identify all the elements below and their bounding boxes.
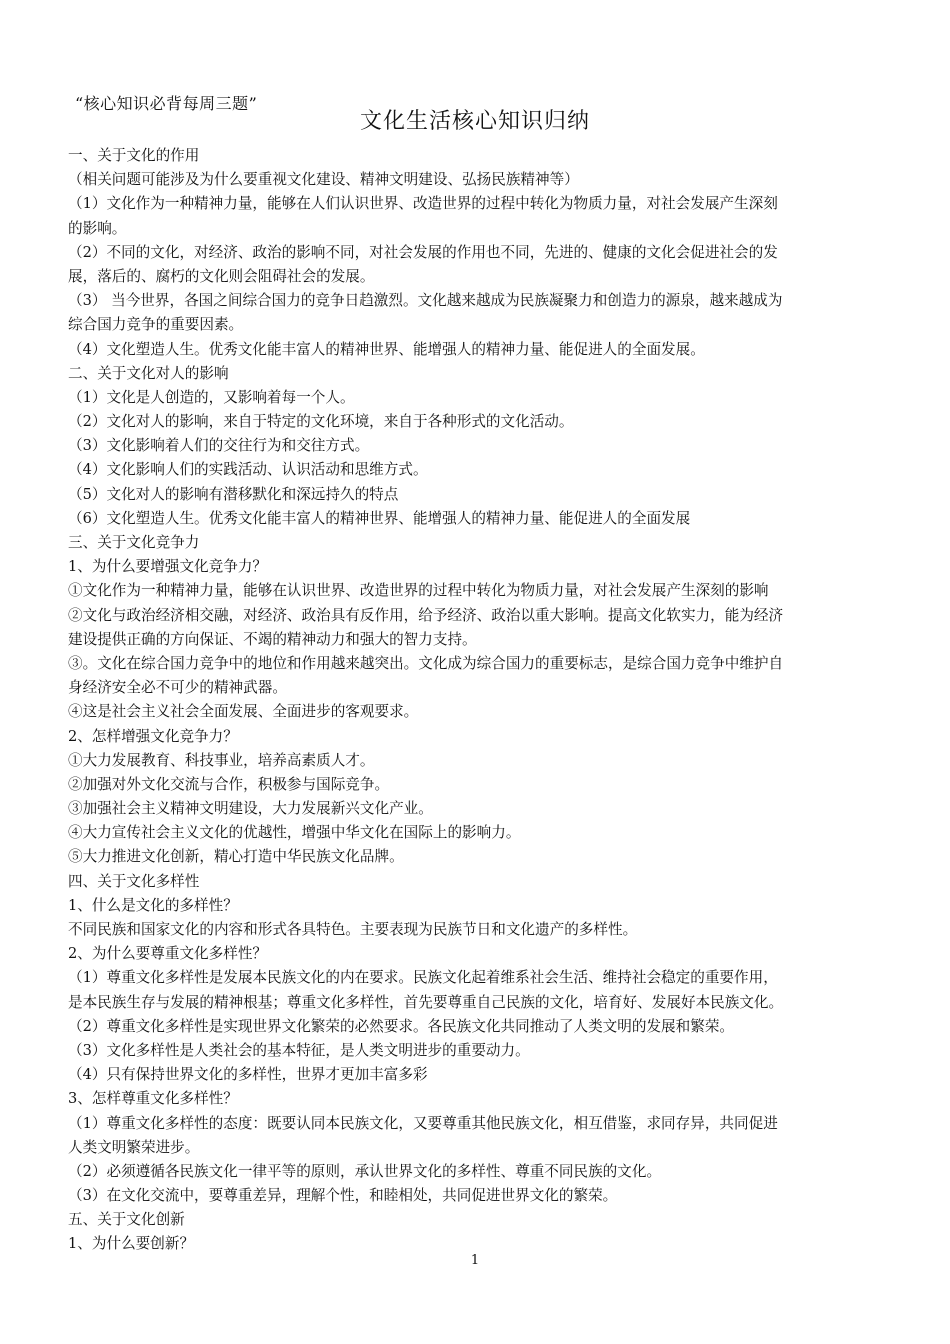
text-line: （1）尊重文化多样性的态度：既要认同本民族文化，又要尊重其他民族文化，相互借鉴，求同存异，共同促进: [68, 1114, 778, 1132]
text-line: （2）不同的文化，对经济、政治的影响不同，对社会发展的作用也不同，先进的、健康的文化会促进社会的发: [68, 243, 778, 261]
text-line: 二、关于文化对人的影响: [68, 364, 229, 382]
text-line: （相关问题可能涉及为什么要重视文化建设、精神文明建设、弘扬民族精神等）: [68, 171, 579, 189]
text-line: （4）文化影响人们的实践活动、认识活动和思维方式。: [68, 461, 428, 479]
text-line: 建设提供正确的方向保证、不竭的精神动力和强大的智力支持。: [68, 630, 477, 648]
text-line: （1）文化是人创造的，又影响着每一个人。: [68, 388, 355, 406]
page-number: 1: [470, 1253, 480, 1268]
text-line: （3）在文化交流中，要尊重差异，理解个性，和睦相处，共同促进世界文化的繁荣。: [68, 1187, 618, 1205]
text-line: （1）文化作为一种精神力量，能够在人们认识世界、改造世界的过程中转化为物质力量，对社会发展产生深刻: [68, 195, 778, 213]
document-body: [68, 144, 888, 1257]
text-line: ④大力宣传社会主义文化的优越性，增强中华文化在国际上的影响力。: [68, 824, 521, 842]
text-line: 综合国力竞争的重要因素。: [68, 316, 244, 334]
text-line: ②文化与政治经济相交融，对经济、政治具有反作用，给予经济、政治以重大影响。提高文化软实力，能为经济: [68, 606, 784, 624]
tagline: “核心知识必背每周三题”: [75, 94, 258, 113]
text-line: ③。文化在综合国力竞争中的地位和作用越来越突出。文化成为综合国力的重要标志，是综合国力竞争中维护自: [68, 654, 784, 672]
text-line: （2）尊重文化多样性是实现世界文化繁荣的必然要求。各民族文化共同推动了人类文明的发展和繁荣。: [68, 1017, 735, 1035]
text-line: 1、为什么要增强文化竞争力？: [68, 558, 268, 576]
text-line: ③加强社会主义精神文明建设，大力发展新兴文化产业。: [68, 800, 433, 818]
text-line: （4）文化塑造人生。优秀文化能丰富人的精神世界、能增强人的精神力量、能促进人的全面发展。: [68, 340, 705, 358]
text-line: 身经济安全必不可少的精神武器。: [68, 679, 287, 697]
text-line: 一、关于文化的作用: [68, 147, 200, 164]
text-line: ②加强对外文化交流与合作，积极参与国际竞争。: [68, 775, 390, 793]
page-title: 文化生活核心知识归纳: [359, 109, 590, 134]
text-line: （2）文化对人的影响，来自于特定的文化环境，来自于各种形式的文化活动。: [68, 413, 574, 431]
text-line: 1、什么是文化的多样性？: [68, 896, 238, 914]
text-line: 三、关于文化竞争力: [68, 534, 200, 551]
text-line: （3）文化影响着人们的交往行为和交往方式。: [68, 437, 370, 455]
text-line: 五、关于文化创新: [68, 1211, 185, 1229]
text-line: （6）文化塑造人生。优秀文化能丰富人的精神世界、能增强人的精神力量、能促进人的全面发展: [68, 509, 691, 527]
text-line: （4）只有保持世界文化的多样性，世界才更加丰富多彩: [68, 1066, 428, 1084]
text-line: ①大力发展教育、科技事业，培养高素质人才。: [68, 751, 375, 769]
text-line: （3） 当今世界，各国之间综合国力的竞争日趋激烈。文化越来越成为民族凝聚力和创造力的源泉，越来越成为: [68, 292, 783, 310]
text-line: 是本民族生存与发展的精神根基；尊重文化多样性，首先要尊重自己民族的文化，培育好、发展好本民族文化。: [68, 993, 784, 1011]
text-line: 2、怎样增强文化竞争力？: [68, 727, 238, 745]
text-line: （3）文化多样性是人类社会的基本特征，是人类文明进步的重要动力。: [68, 1041, 530, 1059]
text-line: （2）必须遵循各民族文化一律平等的原则，承认世界文化的多样性、尊重不同民族的文化。: [68, 1162, 662, 1180]
text-line: 2、为什么要尊重文化多样性？: [68, 945, 268, 963]
text-line: 人类文明繁荣进步。: [68, 1138, 200, 1156]
text-line: 四、关于文化多样性: [68, 872, 200, 890]
text-line: ⑤大力推进文化创新，精心打造中华民族文化品牌。: [68, 848, 404, 866]
text-line: 3、怎样尊重文化多样性？: [68, 1090, 238, 1108]
text-line: 的影响。: [68, 219, 127, 237]
text-line: ④这是社会主义社会全面发展、全面进步的客观要求。: [68, 703, 419, 721]
text-line: 1、为什么要创新？: [68, 1235, 195, 1253]
text-line: 展，落后的、腐朽的文化则会阻碍社会的发展。: [68, 267, 375, 285]
text-line: （1）尊重文化多样性是发展本民族文化的内在要求。民族文化起着维系社会生活、维持社会稳定的重要作用，: [68, 969, 778, 987]
text-line: 不同民族和国家文化的内容和形式各具特色。主要表现为民族节日和文化遗产的多样性。: [68, 921, 638, 938]
text-line: ①文化作为一种精神力量，能够在认识世界、改造世界的过程中转化为物质力量，对社会发展产生深刻的影响: [68, 582, 769, 600]
text-line: （5）文化对人的影响有潜移默化和深远持久的特点: [68, 485, 399, 503]
